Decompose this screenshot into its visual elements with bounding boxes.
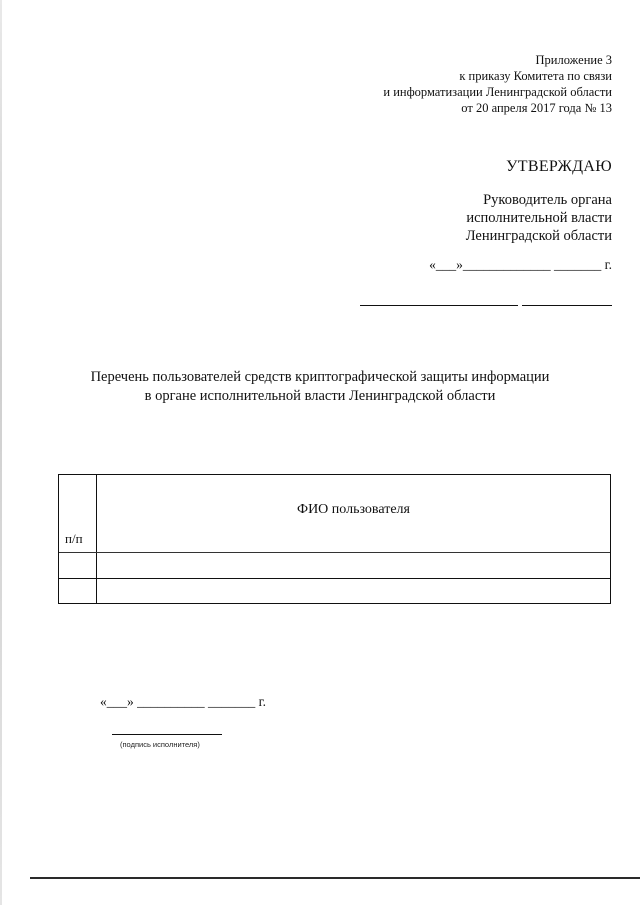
- table-row-divider: [59, 578, 610, 579]
- users-table: [58, 474, 611, 604]
- executor-date-field: «___» __________ _______ г.: [100, 694, 267, 709]
- approver-position: [352, 191, 612, 245]
- appendix-line-2: к приказу Комитета по связи: [459, 69, 612, 83]
- approval-title: УТВЕРЖДАЮ: [506, 158, 612, 175]
- approver-position-line-1: Руководитель органа: [483, 192, 612, 208]
- approver-signature-line: [360, 305, 518, 306]
- executor-signature-caption: (подпись исполнителя): [120, 740, 200, 749]
- document-title-line-1: Перечень пользователей средств криптографической защиты информации: [90, 369, 550, 385]
- executor-signature-line: [112, 734, 222, 735]
- document-title: [60, 368, 580, 406]
- appendix-line-3: и информатизации Ленинградской области: [383, 85, 612, 99]
- table-header-number: п/п: [65, 531, 83, 546]
- appendix-line-4: от 20 апреля 2017 года № 13: [461, 101, 612, 115]
- approver-position-line-2: исполнительной власти: [466, 210, 612, 226]
- table-header-divider: [59, 552, 610, 553]
- scan-edge-bottom: [30, 877, 640, 879]
- document-title-line-2: в органе исполнительной власти Ленинградской области: [144, 388, 496, 404]
- scan-edge-left: [0, 0, 2, 905]
- appendix-line-1: Приложение 3: [535, 53, 612, 67]
- approver-name-line: [522, 305, 612, 306]
- appendix-block: [292, 52, 612, 116]
- approval-date-field: «___»_____________ _______ г.: [429, 257, 612, 272]
- approver-position-line-3: Ленинградской области: [465, 228, 612, 244]
- table-header-full-name: ФИО пользователя: [297, 502, 410, 517]
- table-column-divider: [96, 475, 97, 603]
